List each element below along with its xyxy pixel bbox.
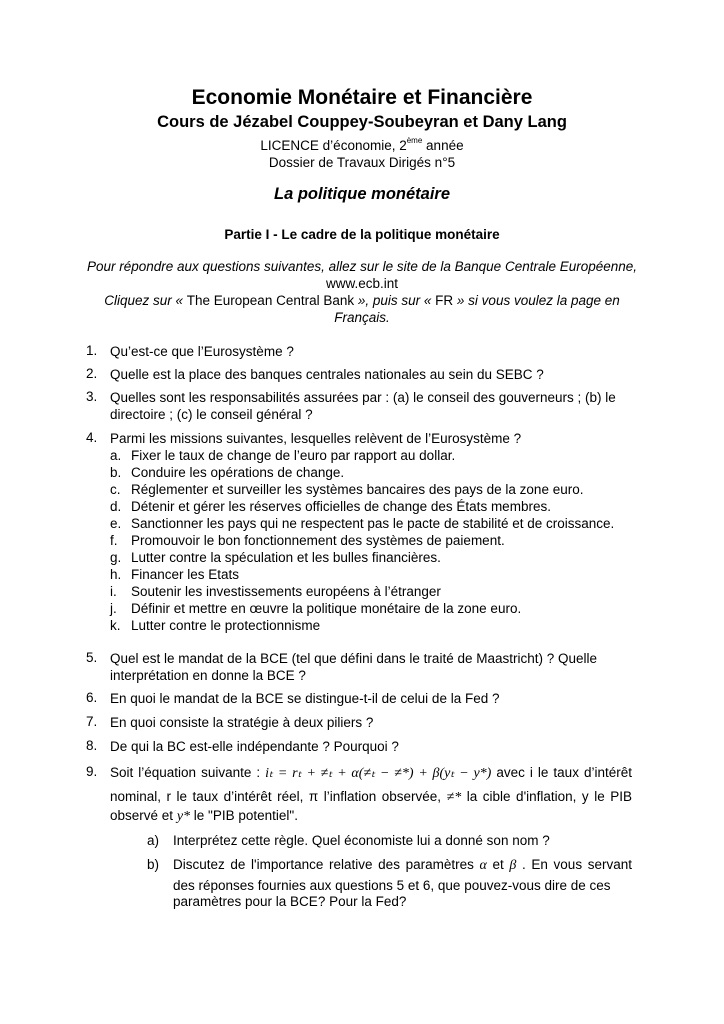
question-4-number: 4. [86, 430, 98, 445]
item-letter: a. [110, 448, 122, 463]
question-9-line-2 [110, 788, 632, 806]
list-item [110, 566, 239, 583]
q9-item-b-line-1 [173, 856, 632, 874]
intro-text-e: » si vous voulez la page en [456, 293, 620, 308]
part-title: Partie I - Le cadre de la politique monétaire [224, 227, 500, 242]
item-text: Fixer le taux de change de l’euro par rapport au dollar. [131, 448, 456, 463]
question-1-number: 1. [86, 343, 98, 358]
item-letter: g. [110, 550, 122, 565]
item-text: Sanctionner les pays qui ne respectent pas le pacte de stabilité et de croissance. [131, 516, 615, 531]
question-9-line-1 [110, 764, 632, 782]
list-item [110, 583, 441, 600]
q9-line2-a: nominal, r le taux d’intérêt réel, π l’inflation observée, [110, 789, 442, 804]
list-item [110, 617, 320, 634]
list-item [110, 464, 344, 481]
intro-line-3 [0, 293, 724, 308]
alpha-symbol: α [479, 858, 487, 873]
intro-text-a: Cliquez sur « [104, 293, 187, 308]
beta-symbol: β [509, 858, 517, 873]
question-1-text: Qu’est-ce que l’Eurosystème ? [110, 344, 294, 359]
q9-line3-a: observé et [110, 808, 174, 823]
q9-item-a [147, 832, 550, 849]
q9b-text-b: et [492, 857, 504, 872]
course-authors: Cours de Jézabel Couppey-Soubeyran et Dany Lang [157, 113, 567, 131]
item-text: Lutter contre le protectionnisme [131, 618, 321, 633]
item-letter: h. [110, 567, 122, 582]
item-text: Interprétez cette règle. Quel économiste lui a donné son nom ? [173, 833, 550, 848]
question-6-number: 6. [86, 690, 98, 705]
item-letter: f. [110, 533, 118, 548]
question-8-text: De qui la BC est-elle indépendante ? Pourquoi ? [110, 739, 399, 754]
list-item [110, 498, 551, 515]
item-text: Soutenir les investissements européens à l’étranger [131, 584, 441, 599]
item-text: Définir et mettre en œuvre la politique monétaire de la zone euro. [131, 601, 522, 616]
licence-suffix: année [422, 138, 464, 153]
potential-gdp-symbol: y* [176, 809, 191, 824]
dossier-line: Dossier de Travaux Dirigés n°5 [268, 155, 456, 170]
intro-line-1: Pour répondre aux questions suivantes, allez sur le site de la Banque Centrale Européenne, [86, 259, 638, 274]
list-item [110, 532, 505, 549]
document-title: Economie Monétaire et Financière [191, 86, 533, 109]
question-2-number: 2. [86, 366, 98, 381]
item-text: Financer les Etats [131, 567, 240, 582]
q9-item-b-line-2: des réponses fournies aux questions 5 et 6, que pouvez-vous dire de ces [173, 878, 611, 893]
question-5-number: 5. [86, 650, 98, 665]
question-7-text: En quoi consiste la stratégie à deux piliers ? [110, 715, 374, 730]
item-letter: d. [110, 499, 122, 514]
item-text: Réglementer et surveiller les systèmes bancaires des pays de la zone euro. [131, 482, 584, 497]
list-item [110, 447, 455, 464]
question-3-number: 3. [86, 389, 98, 404]
q9b-text-a: Discutez de l'importance relative des paramètres [173, 857, 474, 872]
intro-text-c: », puis sur « [354, 293, 436, 308]
question-9-line-3 [110, 807, 632, 825]
item-letter: e. [110, 516, 122, 531]
item-letter: c. [110, 482, 121, 497]
question-3-line-1: Quelles sont les responsabilités assurées par : (a) le conseil des gouverneurs ; (b) le [110, 390, 616, 405]
q9-line2-b: la cible d'inflation, y le PIB [466, 789, 632, 804]
q9-text-b: avec i le taux d’intérêt [496, 765, 632, 780]
item-letter: b. [110, 465, 122, 480]
inflation-target-symbol: ≠* [446, 790, 462, 805]
question-5-line-1: Quel est le mandat de la BCE (tel que défini dans le traité de Maastricht) ? Quelle [110, 651, 598, 666]
licence-line [0, 138, 724, 153]
list-item [110, 600, 521, 617]
q9-item-b-line-3: paramètres pour la BCE? Pour la Fed? [173, 894, 407, 909]
intro-link-ecb: The European Central Bank [186, 293, 355, 308]
item-text: Promouvoir le bon fonctionnement des systèmes de paiement. [131, 533, 505, 548]
item-letter: j. [110, 601, 117, 616]
item-text: Conduire les opérations de change. [131, 465, 345, 480]
q9-item-b-letter: b) [147, 857, 160, 872]
licence-sup: ème [406, 136, 423, 145]
question-9-number: 9. [86, 764, 98, 779]
item-letter: k. [110, 618, 121, 633]
intro-url: www.ecb.int [325, 276, 399, 291]
item-text: Détenir et gérer les réserves officielles de change des États membres. [131, 499, 551, 514]
question-7-number: 7. [86, 714, 98, 729]
item-letter: i. [110, 584, 117, 599]
intro-line-4: Français. [334, 310, 390, 325]
item-text: Lutter contre la spéculation et les bulles financières. [131, 550, 441, 565]
question-3-line-2: directoire ; (c) le conseil général ? [110, 407, 313, 422]
taylor-rule-equation: iₜ = rₜ + ≠ₜ + α(≠ₜ − ≠*) + β(yₜ − y*) [265, 766, 492, 781]
question-6-text: En quoi le mandat de la BCE se distingue-t-il de celui de la Fed ? [110, 691, 500, 706]
list-item [110, 515, 614, 532]
q9-text-a: Soit l’équation suivante : [110, 765, 261, 780]
item-letter: a) [147, 833, 160, 848]
question-4-text: Parmi les missions suivantes, lesquelles relèvent de l’Eurosystème ? [110, 431, 522, 446]
question-8-number: 8. [86, 738, 98, 753]
q9-line3-b: le "PIB potentiel". [193, 808, 298, 823]
intro-link-fr: FR [435, 293, 457, 308]
licence-prefix: LICENCE d’économie, 2 [260, 138, 407, 153]
list-item [110, 549, 441, 566]
list-item [110, 481, 583, 498]
q9b-text-c: . En vous servant [522, 857, 632, 872]
question-5-line-2: interprétation en donne la BCE ? [110, 668, 306, 683]
theme-title: La politique monétaire [273, 185, 451, 203]
question-2-text: Quelle est la place des banques centrales nationales au sein du SEBC ? [110, 367, 544, 382]
